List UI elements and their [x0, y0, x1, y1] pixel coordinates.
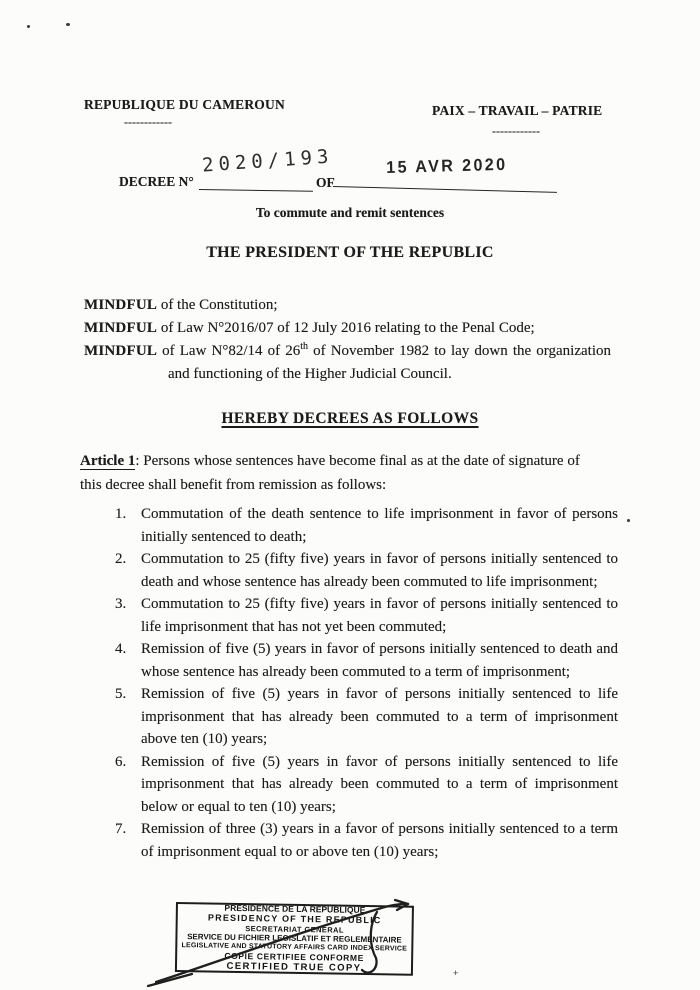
provision-text: Commutation to 25 (fifty five) years in favor of persons initially sentenced to life imprisonment that has not yet been commuted;: [141, 596, 618, 635]
mindful-clause: [84, 340, 611, 386]
provision-number: 1.: [115, 506, 127, 522]
provision-text: Remission of five (5) years in favor of persons initially sentenced to life imprisonment that has already been commuted to a term of imprisonment below or equal to ten (10) years;: [141, 753, 618, 815]
country-title: REPUBLIQUE DU CAMEROUN: [84, 97, 285, 112]
decree-number-stamp: 2020/193: [201, 145, 335, 177]
mindful-label: MINDFUL: [84, 320, 158, 336]
mindful-clause: [84, 294, 611, 317]
scan-artifact-dot: [27, 25, 30, 28]
provision-item: [113, 818, 618, 863]
provision-number: 6.: [115, 753, 127, 770]
decree-subject: To commute and remit sentences: [255, 205, 445, 220]
decree-date-rule: [333, 186, 557, 193]
stamp-line: PRESIDENCY OF THE REPUBLIC: [207, 912, 382, 926]
mindful-label: MINDFUL: [84, 343, 158, 359]
stamp-line: CERTIFIED TRUE COPY: [226, 961, 362, 975]
provision-item: [113, 593, 618, 638]
provision-text: Remission of five (5) years in favor of persons initially sentenced to life imprisonment that has already been commuted to a term of imprisonment above ten (10) years;: [141, 686, 618, 747]
decree-number-rule: [199, 189, 313, 192]
ordinal-superscript: th: [300, 341, 309, 352]
mindful-label: MINDFUL: [84, 297, 158, 313]
article-1-text: : Persons whose sentences have become final as at the date of signature of this decree shall benefit from remission as follows:: [80, 453, 580, 493]
provision-number: 3.: [115, 596, 127, 612]
provision-item: [113, 638, 618, 683]
stamp-line: SERVICE DU FICHIER LEGISLATIF ET REGLEMENTAIRE: [187, 932, 402, 945]
decree-number-label: DECREE N°: [119, 174, 194, 189]
provision-text: Commutation to 25 (fifty five) years in favor of persons initially sentenced to death and whose sentence has already been commuted to life imprisonment;: [141, 551, 618, 590]
provision-text: Commutation of the death sentence to life imprisonment in favor of persons initially sentenced to death;: [141, 506, 618, 545]
scan-artifact-dot: [627, 519, 630, 522]
scan-artifact-dot: [66, 23, 70, 26]
preamble: [84, 294, 611, 386]
decree-date-stamp: 15 AVR 2020: [386, 154, 508, 177]
provision-text: Remission of five (5) years in favor of persons initially sentenced to death and whose sentence has already been commuted to a term of imprisonment;: [141, 641, 618, 680]
provisions-list: [113, 503, 618, 863]
stamp-line: LEGISLATIVE AND STATUTORY AFFAIRS CARD INDEX SERVICE: [181, 941, 408, 953]
provision-item: [113, 503, 618, 548]
header-divider-left: ------------: [124, 115, 172, 129]
mindful-text: of November 1982 to lay down the organization and functioning of the Higher Judicial Council.: [168, 343, 611, 382]
provision-number: 5.: [115, 686, 127, 702]
mindful-clause: [84, 317, 611, 340]
document-title: THE PRESIDENT OF THE REPUBLIC: [206, 244, 494, 261]
provision-number: 7.: [115, 821, 127, 837]
provision-item: [113, 751, 618, 819]
national-motto: PAIX – TRAVAIL – PATRIE: [432, 103, 603, 118]
provision-item: [113, 548, 618, 593]
provision-number: 2.: [115, 551, 127, 567]
article-1-label: Article 1: [80, 453, 136, 469]
stamp-line: PRESIDENCE DE LA REPUBLIQUE: [224, 902, 366, 916]
provision-number: 4.: [115, 641, 127, 657]
header-divider-right: ------------: [492, 124, 540, 138]
provision-item: [113, 683, 618, 751]
mindful-text: of the Constitution;: [160, 297, 278, 313]
stamp-line: COPIE CERTIFIEE CONFORME: [224, 950, 364, 964]
stamp-line: SECRETARIAT GENERAL: [245, 924, 344, 935]
decrees-heading: HEREBY DECREES AS FOLLOWS: [221, 410, 479, 427]
mindful-text: of Law N°82/14 of 26: [162, 343, 301, 359]
scan-artifact-mark: +: [453, 968, 459, 978]
article-1-paragraph: [80, 450, 592, 497]
provision-text: Remission of three (3) years in a favor of persons initially sentenced to a term of imprisonment equal to or above ten (10) years;: [141, 821, 618, 860]
certification-stamp: [175, 902, 414, 976]
of-label: OF: [316, 175, 335, 190]
mindful-text: of Law N°2016/07 of 12 July 2016 relating to the Penal Code;: [160, 320, 535, 336]
